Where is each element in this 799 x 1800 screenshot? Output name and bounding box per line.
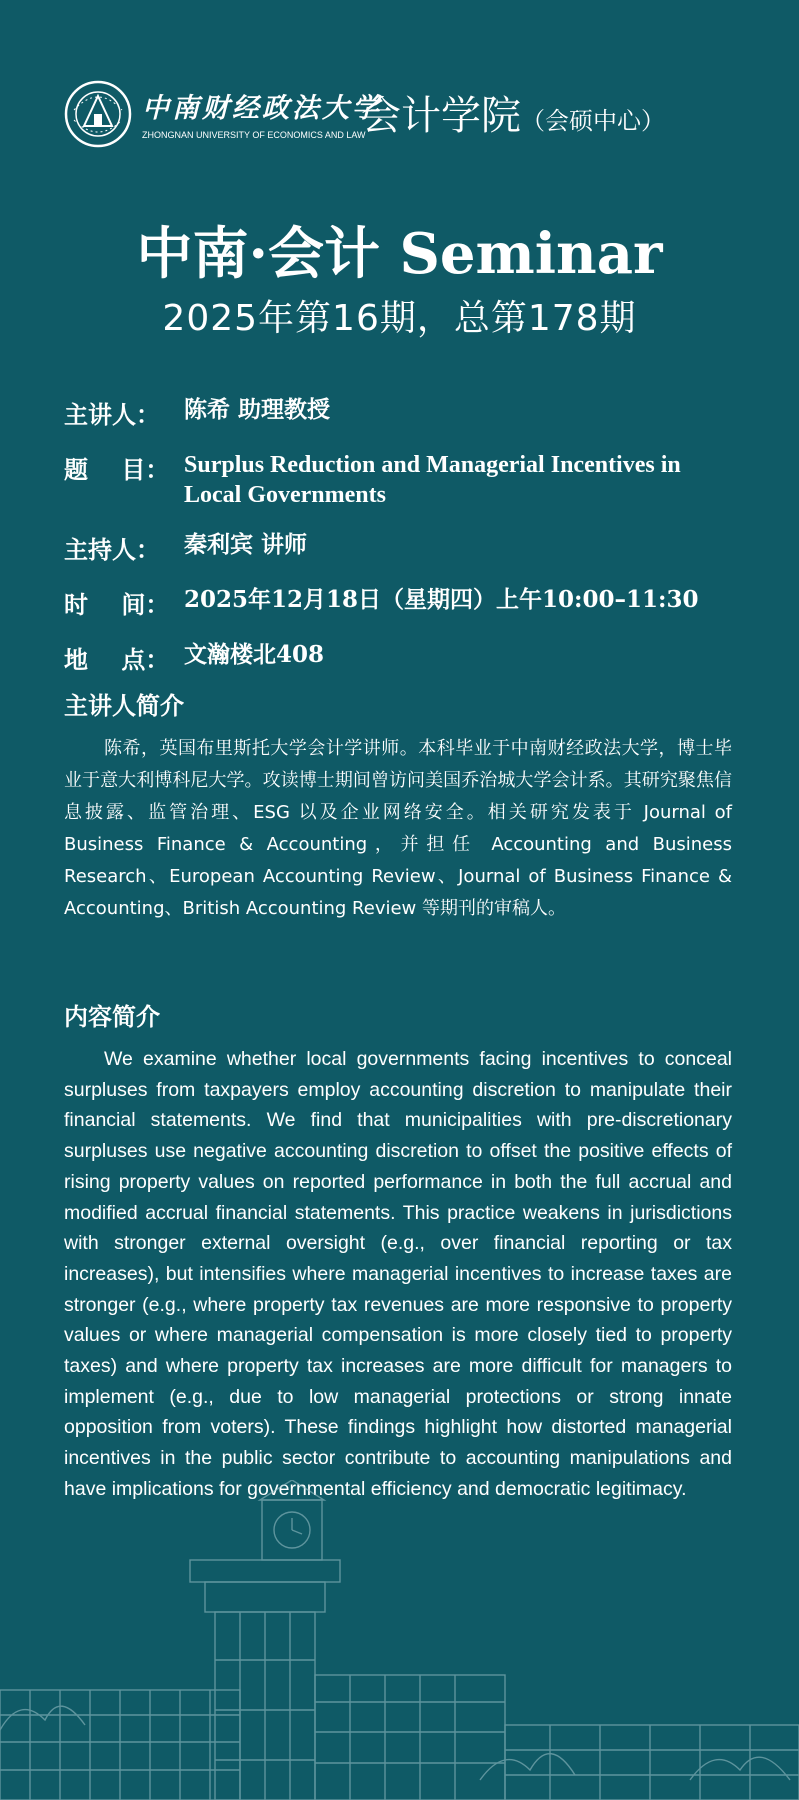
header [64, 80, 744, 150]
info-label: 题 目： [64, 456, 170, 484]
seminar-title: 中南·会计 Seminar [136, 221, 663, 287]
info-row-time [64, 585, 764, 620]
info-row-venue [64, 640, 764, 675]
university-name-en: ZHONGNAN UNIVERSITY OF ECONOMICS AND LAW [142, 130, 366, 140]
info-label: 主持人： [64, 536, 160, 564]
info-row-host [64, 530, 764, 565]
info-value: 陈希 助理教授 [184, 396, 331, 423]
info-label: 主讲人： [64, 401, 160, 429]
info-value: 2025年12月18日（星期四）上午10:00–11:30 [184, 586, 699, 613]
info-label: 地 点： [64, 646, 170, 674]
campus-skyline-illustration [0, 1480, 799, 1800]
abstract-heading: 内容简介 [64, 1003, 160, 1031]
info-value: 秦利宾 讲师 [184, 531, 308, 558]
info-row-topic [64, 450, 764, 510]
event-info [64, 395, 764, 695]
university-name-cn: 中南财经政法大学 [142, 93, 382, 124]
info-label: 时 间： [64, 591, 170, 619]
bio-heading: 主讲人简介 [64, 692, 184, 720]
info-value: 文瀚楼北408 [184, 641, 325, 668]
bio-text: 陈希，英国布里斯托大学会计学讲师。本科毕业于中南财经政法大学，博士毕业于意大利博科尼大学。攻读博士期间曾访问美国乔治城大学会计系。其研究聚焦信息披露、监管治理、ESG 以及企业网络安全。相关研究发表于 Journal of Business Finance & Accounting，并担任 Accounting and Business Research、European Accounting Review、Journal of Business Finance & Accounting、British Accounting Review 等期刊的审稿人。 [64, 738, 732, 919]
abstract-text: We examine whether local governments facing incentives to conceal surpluses from taxpayers employ accounting discretion to manipulate their financial statements. We find that municipalities with pre-discretionary surpluses use negative accounting discretion to offset the positive effects of rising property values on reported performance in both the full accrual and modified accrual financial statements. This practice weakens in jurisdictions with stronger external oversight (e.g., over financial reporting or tax increases), but intensifies where managerial incentives to increase taxes are stronger (e.g., where property tax revenues are more responsive to property values or where managerial compensation is more closely tied to property taxes) and where property tax increases are more difficult for managers to implement (e.g., due to low managerial protections or strong innate opposition from voters). These findings highlight how distorted managerial incentives in the public sector contribute to accounting manipulations and have implications for governmental efficiency and democratic legitimacy. [64, 1048, 732, 1500]
university-seal-icon [64, 80, 132, 148]
school-name [361, 84, 665, 141]
school-suffix: （会硕中心） [521, 107, 665, 135]
info-row-speaker [64, 395, 764, 430]
school-title: 会计学院 [361, 93, 521, 139]
info-value: Surplus Reduction and Managerial Incentives in Local Governments [184, 452, 681, 508]
issue-number: 2025年第16期，总第178期 [162, 298, 637, 339]
